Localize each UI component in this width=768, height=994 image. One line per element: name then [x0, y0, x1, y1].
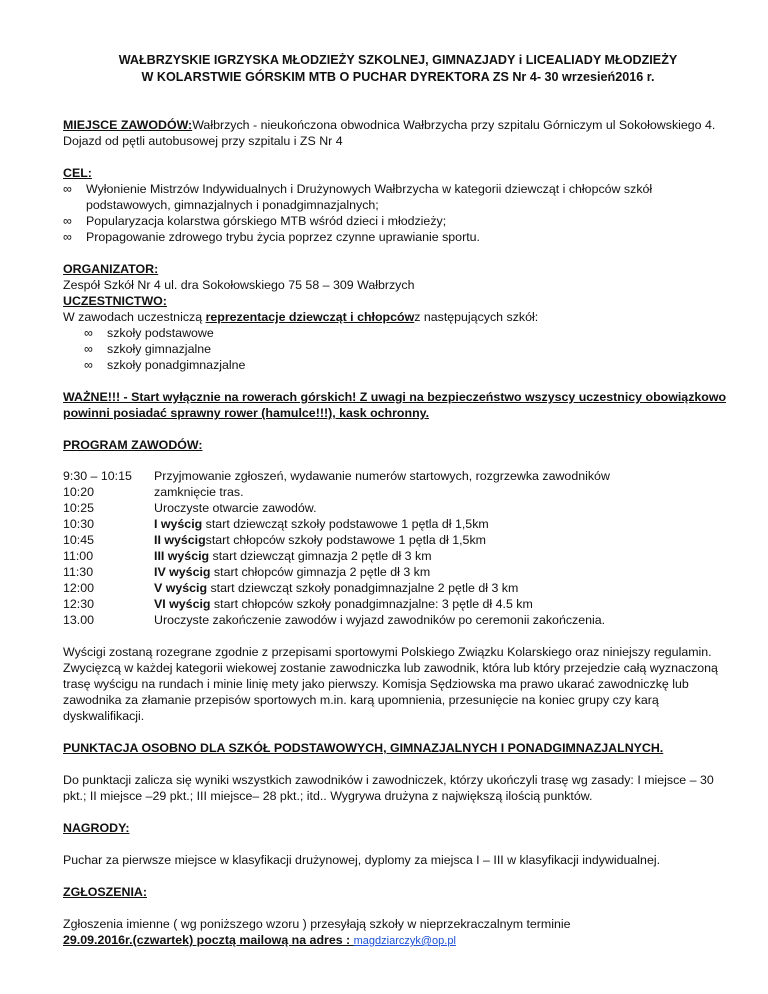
rules-text: Wyścigi zostaną rozegrane zgodnie z przepisami sportowymi Polskiego Związku Kolarskiego oraz niniejszy regulamin. Zwycięzcą w każdej kategorii wiekowej zostanie zawodniczka lub zawodnik, która lub który przejedzie całą wyznaczoną trasę wyścigu na rundach i minie linię mety jako pierwszy. Komisja Sędziowska ma prawo ukarać zawodniczkę lub zawodnika za złamanie przepisów sportowych m.in. karą upomnienia, przesunięcie na koniec grupy czy karą dyskwalifikacji.: [63, 645, 718, 723]
venue-section: [63, 117, 733, 149]
awards-section: [63, 820, 733, 868]
list-item: ∞ szkoły ponadgimnazjalne: [84, 358, 246, 372]
venue-label: MIEJSCE ZAWODÓW:: [63, 118, 193, 132]
organizer-section: [63, 261, 733, 373]
organizer-text: Zespół Szkół Nr 4 ul. dra Sokołowskiego 75 58 – 309 Wałbrzych: [63, 278, 415, 292]
email-link[interactable]: magdziarczyk@op.pl: [353, 935, 456, 947]
list-item: ∞ Propagowanie zdrowego trybu życia poprzez czynne uprawianie sportu.: [63, 230, 480, 244]
scoring-section: [63, 740, 733, 804]
venue-text: Wałbrzych - nieukończona obwodnica Wałbrzycha przy szpitalu Górniczym ul Sokołowskiego 4. Dojazd od pętli autobusowej przy szpitalu i ZS Nr 4: [63, 118, 716, 148]
registration-text: Zgłoszenia imienne ( wg poniższego wzoru ) przesyłają szkoły w nieprzekraczalnym terminie: [63, 917, 571, 931]
document-title-line2: W KOLARSTWIE GÓRSKIM MTB O PUCHAR DYREKTORA ZS Nr 4- 30 wrzesień2016 r.: [141, 70, 655, 84]
table-row: 11:30 IV wyścig start chłopców gimnazja 2 pętle dł 3 km: [63, 565, 431, 579]
awards-label: NAGRODY:: [63, 821, 130, 835]
table-row: 12:00 V wyścig start dziewcząt szkoły ponadgimnazjalne 2 pętle dł 3 km: [63, 581, 519, 595]
scoring-text: Do punktacji zalicza się wyniki wszystkich zawodników i zawodniczek, którzy ukończyli trasę wg zasady: I miejsce – 30 pkt.; II miejsce –29 pkt.; III miejsce– 28 pkt.; itd.. Wygrywa drużyna z największą ilością punktów.: [63, 773, 714, 803]
scoring-label: PUNKTACJA OSOBNO DLA SZKÓŁ PODSTAWOWYCH, GIMNAZJALNYCH I PONADGIMNAZJALNYCH.: [63, 741, 664, 755]
list-item: ∞ Popularyzacja kolarstwa górskiego MTB wśród dzieci i młodzieży;: [63, 214, 447, 228]
table-row: 13.00 Uroczyste zakończenie zawodów i wyjazd zawodników po ceremonii zakończenia.: [63, 613, 606, 627]
list-item: ∞ szkoły podstawowe: [84, 326, 214, 340]
table-row: 10:25 Uroczyste otwarcie zawodów.: [63, 501, 317, 515]
participation-label: UCZESTNICTWO:: [63, 294, 167, 308]
registration-label: ZGŁOSZENIA:: [63, 885, 147, 899]
list-item: ∞ szkoły gimnazjalne: [84, 342, 211, 356]
important-notice: WAŻNE!!! - Start wyłącznie na rowerach górskich! Z uwagi na bezpieczeństwo wszyscy uczestnicy obowiązkowo powinni posiadać sprawny rower (hamulce!!!), kask ochronny.: [63, 390, 727, 420]
table-row: 12:30 VI wyścig start chłopców szkoły ponadgimnazjalne: 3 pętle dł 4.5 km: [63, 597, 533, 611]
infinity-bullet-icon: ∞: [84, 342, 93, 356]
important-section: [63, 389, 733, 421]
participation-text: W zawodach uczestniczą reprezentacje dziewcząt i chłopcówz następujących szkół:: [63, 310, 539, 324]
goal-list: [63, 181, 733, 245]
table-row: 10:30 I wyścig start dziewcząt szkoły podstawowe 1 pętla dł 1,5km: [63, 517, 489, 531]
document-page: [63, 52, 733, 949]
table-row: 11:00 III wyścig start dziewcząt gimnazja 2 pętle dł 3 km: [63, 549, 432, 563]
program-section: [63, 437, 733, 628]
school-types-list: [63, 325, 733, 373]
program-table: [63, 468, 733, 628]
list-item: ∞ Wyłonienie Mistrzów Indywidualnych i Drużynowych Wałbrzycha w kategorii dziewcząt i chłopców szkół podstawowych, gimnazjalnych i ponadgimnazjalnych;: [63, 182, 653, 212]
registration-section: [63, 884, 733, 949]
document-title-line1: WAŁBRZYSKIE IGRZYSKA MŁODZIEŻY SZKOLNEJ, GIMNAZJADY i LICEALIADY MŁODZIEŻY: [118, 53, 678, 67]
table-row: 10:20 zamknięcie tras.: [63, 485, 244, 499]
infinity-bullet-icon: ∞: [63, 182, 72, 196]
rules-section: [63, 644, 733, 724]
infinity-bullet-icon: ∞: [84, 326, 93, 340]
goal-section: [63, 165, 733, 245]
infinity-bullet-icon: ∞: [63, 214, 72, 228]
infinity-bullet-icon: ∞: [63, 230, 72, 244]
table-row: 10:45 II wyścigstart chłopców szkoły podstawowe 1 pętla dł 1,5km: [63, 533, 486, 547]
awards-text: Puchar za pierwsze miejsce w klasyfikacji drużynowej, dyplomy za miejsca I – III w klasyfikacji indywidualnej.: [63, 853, 661, 867]
program-label: PROGRAM ZAWODÓW:: [63, 438, 203, 452]
organizer-label: ORGANIZATOR:: [63, 262, 159, 276]
infinity-bullet-icon: ∞: [84, 358, 93, 372]
registration-deadline: 29.09.2016r.(czwartek) pocztą mailową na adres : magdziarczyk@op.pl: [63, 933, 456, 947]
table-row: 9:30 – 10:15 Przyjmowanie zgłoszeń, wydawanie numerów startowych, rozgrzewka zawodników: [63, 469, 610, 483]
goal-label: CEL:: [63, 166, 92, 180]
